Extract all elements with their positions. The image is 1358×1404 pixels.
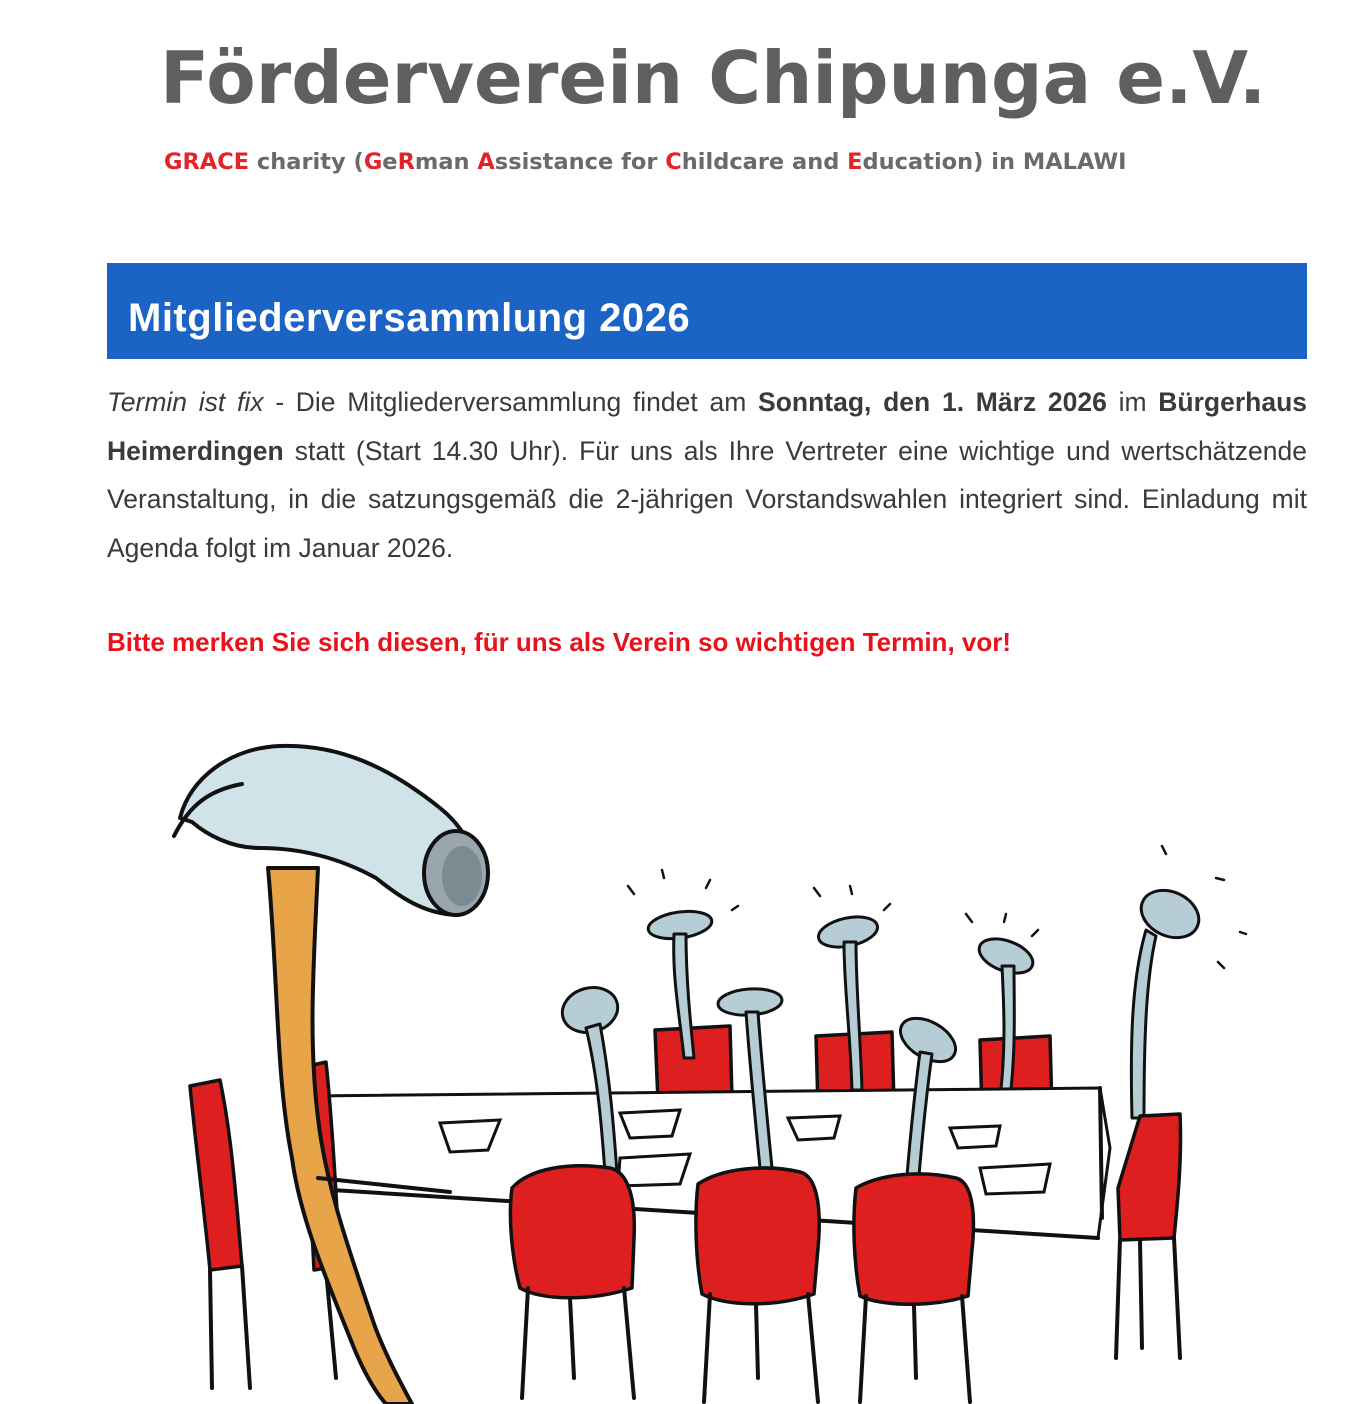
announcement-paragraph (107, 378, 1307, 572)
section-banner (107, 263, 1307, 359)
tagline-part: G (363, 149, 383, 175)
body-text-part: statt (Start 14.30 Uhr). Für uns als Ihre Vertreter eine wichtige und wertschätzende Veranstaltung, in die satzungsgemäß die 2-jährigen Vorstandswahlen integriert sind. Einladung mit Agenda folgt im Januar 2026. (107, 435, 1307, 563)
lead-italic-text: Termin ist fix (107, 387, 264, 417)
tagline-part: E (847, 149, 863, 175)
event-date: Sonntag, den 1. März 2026 (758, 387, 1107, 417)
meeting-illustration (150, 718, 1270, 1404)
hammer-and-nails-illustration (150, 718, 1270, 1404)
right-chair (1118, 1114, 1181, 1240)
reminder-notice: Bitte merken Sie sich diesen, für uns als Verein so wichtigen Termin, vor! (107, 627, 1012, 657)
tagline-part: GRACE (164, 149, 250, 175)
tagline-part: hildcare and (681, 149, 848, 175)
body-text-part: im (1106, 387, 1159, 417)
organization-title: Förderverein Chipunga e.V. (160, 36, 1267, 120)
front-chairs (510, 1166, 973, 1402)
tagline-part: A (477, 149, 495, 175)
body-text-part: - Die Mitgliederversammlung findet am (263, 387, 759, 417)
tagline-part: ducation) in MALAWI (862, 149, 1127, 175)
tagline-part: C (665, 149, 682, 175)
tagline-part: ssistance for (494, 149, 666, 175)
tagline-part: R (397, 149, 415, 175)
organization-tagline (164, 145, 1264, 179)
tagline-part: charity ( (249, 149, 364, 175)
event-venue: Bürgerhaus Heimerdingen (107, 387, 1307, 466)
section-title: Mitgliederversammlung 2026 (128, 296, 691, 340)
tagline-part: man (414, 149, 478, 175)
tagline-part: e (382, 149, 398, 175)
